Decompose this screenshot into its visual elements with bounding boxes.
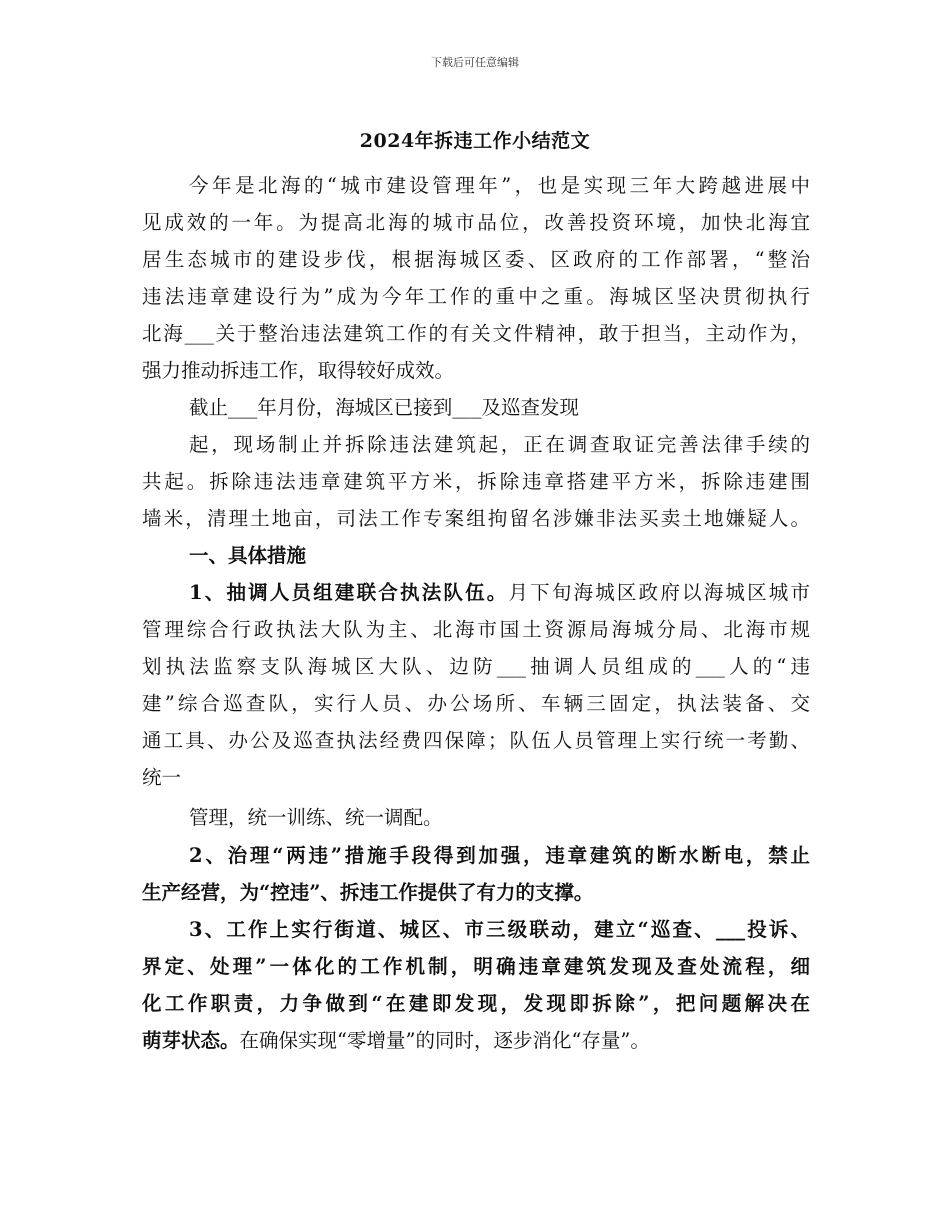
section-heading: 一、具体措施: [189, 544, 307, 567]
paragraph-line: 居生态城市的建设步伐，根据海城区委、区政府的工作部署，“整治: [142, 248, 810, 271]
paragraph-line: 今年是北海的“城市建设管理年”，也是实现三年大跨越进展中: [189, 174, 810, 197]
item-2-heading: 2、治理“两违”措施手段得到加强，违章建筑的断水断电，禁止: [189, 844, 810, 867]
paragraph-line: 划执法监察支队海城区大队、边防___抽调人员组成的___人的“违: [142, 655, 810, 678]
item-1-text: 月下旬海城区政府以海城区城市: [508, 581, 810, 604]
item-3-heading: 3、工作上实行街道、城区、市三级联动，建立“巡查、___投诉、: [189, 918, 810, 941]
paragraph-line: 截止___年月份，海城区已接到___及巡查发现: [189, 396, 580, 419]
paragraph-line: 墙米，清理土地亩，司法工作专案组拘留名涉嫌非法买卖土地嫌疑人。: [142, 507, 810, 530]
item-3-heading: 界定、处理”一体化的工作机制，明确违章建筑发现及查处流程，细: [142, 955, 810, 978]
item-3-heading: 化工作职责，力争做到“在建即发现，发现即拆除”，把问题解决在: [142, 992, 810, 1015]
paragraph-line: 北海___关于整治违法建筑工作的有关文件精神，敢于担当，主动作为，: [142, 322, 810, 345]
paragraph-line: 建”综合巡查队，实行人员、办公场所、车辆三固定，执法装备、交: [142, 692, 810, 715]
paragraph-line: 起，现场制止并拆除违法建筑起，正在调查取证完善法律手续的: [189, 433, 810, 456]
paragraph-line: 通工具、办公及巡查执法经费四保障；队伍人员管理上实行统一考勤、: [142, 729, 810, 752]
page-header-note: 下载后可任意编辑: [431, 56, 519, 69]
paragraph-line: 管理综合行政执法大队为主、北海市国土资源局海城分局、北海市规: [142, 618, 810, 641]
paragraph-line: 见成效的一年。为提高北海的城市品位，改善投资环境，加快北海宜: [142, 211, 810, 234]
paragraph-line: 统一: [142, 766, 182, 789]
item-1-heading: 1、抽调人员组建联合执法队伍。: [189, 581, 509, 604]
document-title: 2024年拆违工作小结范文: [359, 130, 591, 152]
paragraph-line: [142, 1023, 650, 1059]
paragraph-line: 强力推动拆违工作，取得较好成效。: [142, 359, 455, 382]
paragraph-line: [189, 575, 810, 611]
paragraph-line: 违法违章建设行为”成为今年工作的重中之重。海城区坚决贯彻执行: [142, 285, 810, 308]
item-2-heading: 生产经营，为“控违”、拆违工作提供了有力的支撑。: [142, 881, 594, 904]
paragraph-line: 共起。拆除违法违章建筑平方米，拆除违章搭建平方米，拆除违建围: [142, 470, 810, 493]
item-3-heading-end: 萌芽状态。: [142, 1029, 240, 1052]
item-3-text: 在确保实现“零增量”的同时，逐步消化“存量”。: [239, 1029, 650, 1052]
paragraph-line: 管理，统一训练、统一调配。: [189, 806, 443, 829]
